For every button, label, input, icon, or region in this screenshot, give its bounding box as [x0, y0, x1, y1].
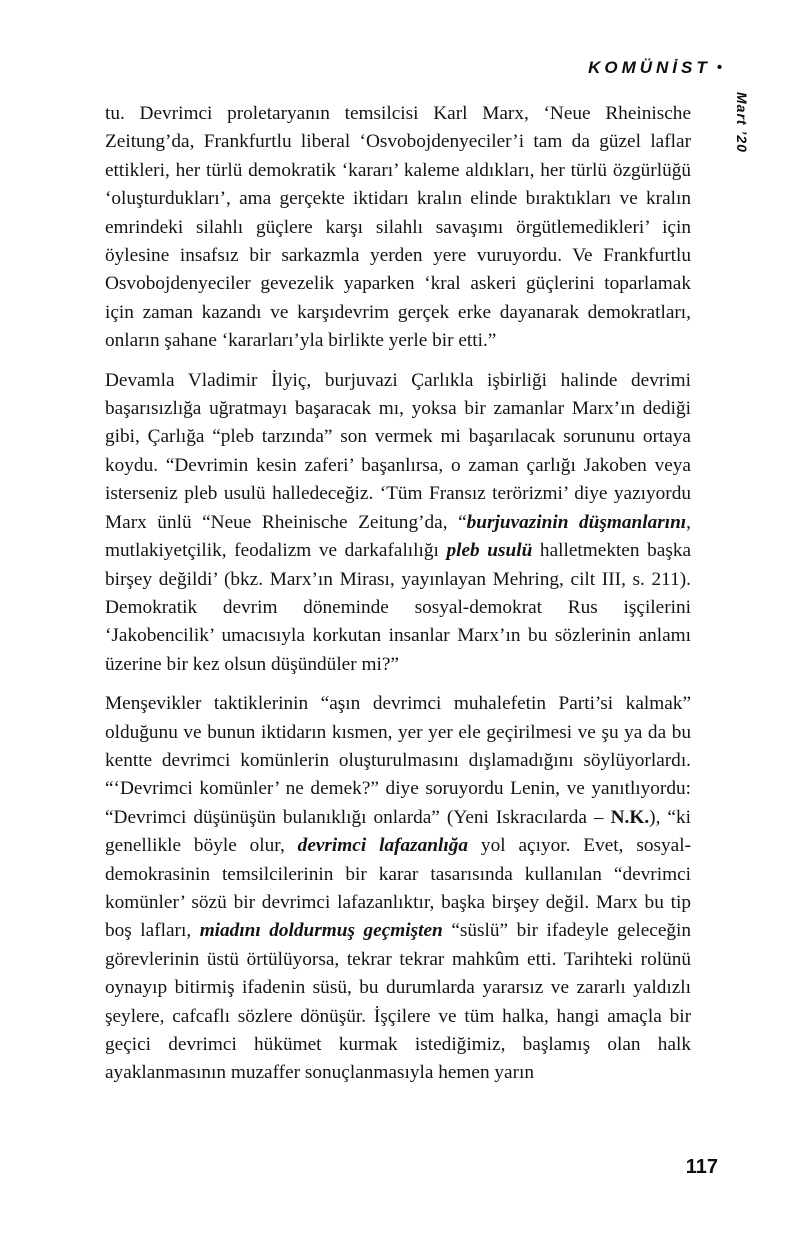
text-run: tu. Devrimci proletaryanın temsilcisi Karl Marx, ‘Neue Rheinische Zeitung’da, Frankfurtlu liberal ‘Osvobojdenyeciler’i tam da güzel laflar ettikleri, her türlü demokratik ‘kararı’ kaleme aldıkları, her türlü özgürlüğü ‘oluşturdukları’, ama gerçekte iktidarı kralın elinde bıraktıkları ve kralın emrindeki silahlı güçlere karşı silahlı savaşımı örgütlemedikleri’ için öylesine insafsız bir sarkazmla yerden yere vuruyordu. Ve Frankfurtlu Osvobojdenyeciler gevezelik yaparken ‘kral askeri güçlerini toparlamak için zaman kazandı ve karşıdevrim gerçek erke dayanarak demokratları, onların şahane ‘kararları’yla birlikte yerle bir etti.” — [105, 103, 691, 352]
masthead-bullet-icon: • — [716, 59, 722, 76]
text-run: ), “ki genellikle böyle olur, — [105, 806, 691, 857]
text-run: burjuvazinin düşmanlarını — [466, 511, 687, 533]
text-run: N.K. — [610, 806, 650, 828]
text-run: Devamla Vladimir İlyiç, burjuvazi Çarlıkla işbirliği halinde devrimi başarısızlığa uğratmayı başaracak mı, yoksa bir zamanlar Marx’ın dediği gibi, Çarlığa “pleb tarzında” son vermek mi başarılacak sorununu ortaya koydu. “Devrimin kesin zaferi’ başanlırsa, o zaman çarlığı Jakoben veya isterseniz pleb usulü halledeceğiz. ‘Tüm Fransız terörizmi’ diye yazıyordu Marx ünlü “Neue Rheinische Zeitung’da, “ — [105, 369, 691, 533]
text-run: yol açıyor. Evet, sosyal-demokrasinin temsilcilerinin bir karar tasarısında kullanılan “devrimci komünler’ sözü bir devrimci lafazanlıktır, başka birşey değil. Marx bu tip boş lafları, — [105, 835, 691, 942]
page-number: 117 — [685, 1156, 718, 1178]
text-run: , mutlakiyetçilik, feodalizm ve darkafalılığı — [105, 511, 691, 562]
issue-date: Mart ’20 — [734, 92, 750, 153]
paragraph — [105, 367, 691, 679]
paragraph — [105, 100, 691, 356]
text-run: devrimci lafazanlığa — [297, 835, 469, 857]
masthead — [588, 58, 722, 78]
text-run: miadını doldurmuş geçmişten — [199, 920, 443, 942]
text-run: pleb usulü — [446, 540, 533, 562]
text-run: “süslü” bir ifadeyle geleceğin görevlerinin üstü örtülüyorsa, tekrar tekrar mahkûm etti. Tarihteki rolünü oynayıp bitirmiş ifadenin süsü, bu durumlarda yararsız ve zararlı yaldızlı şeylere, cafcaflı sözlere dönüşür. İşçilere ve tüm halka, hangi amaçla bir geçici devrimci hükümet kurmak istediğimiz, başlamış olan halk ayaklanmasının muzaffer sonuçlanmasıyla hemen yarın — [105, 920, 692, 1084]
article-body — [105, 100, 691, 1099]
text-run: halletmekten başka birşey değildi’ (bkz. Marx’ın Mirası, yayınlayan Mehring, cilt III, s. 211). Demokratik devrim döneminde sosyal-demokrat Rus işçilerini ‘Jakobencilik’ umacısıyla korkutan insanlar Marx’ın bu sözlerinin anlamı üzerine bir kez olsun düşündüler mi?” — [105, 540, 692, 675]
paragraph — [105, 690, 691, 1088]
masthead-title: KOMÜNİST — [588, 58, 711, 77]
text-run: Menşevikler taktiklerinin “aşın devrimci muhalefetin Parti’si kalmak” olduğunu ve bunun iktidarın kısmen, yer yer ele geçirilmesi ve şu ya da bu kentte devrimci komünlerin oluşturulmasını dışlamadığını söylüyorlardı. “‘Devrimci komünler’ ne demek?” diye soruyordu Lenin, ve yanıtlıyordu: “Devrimci düşünüşün bulanıklığı onlarda” (Yeni Iskracılarda – — [105, 693, 691, 828]
